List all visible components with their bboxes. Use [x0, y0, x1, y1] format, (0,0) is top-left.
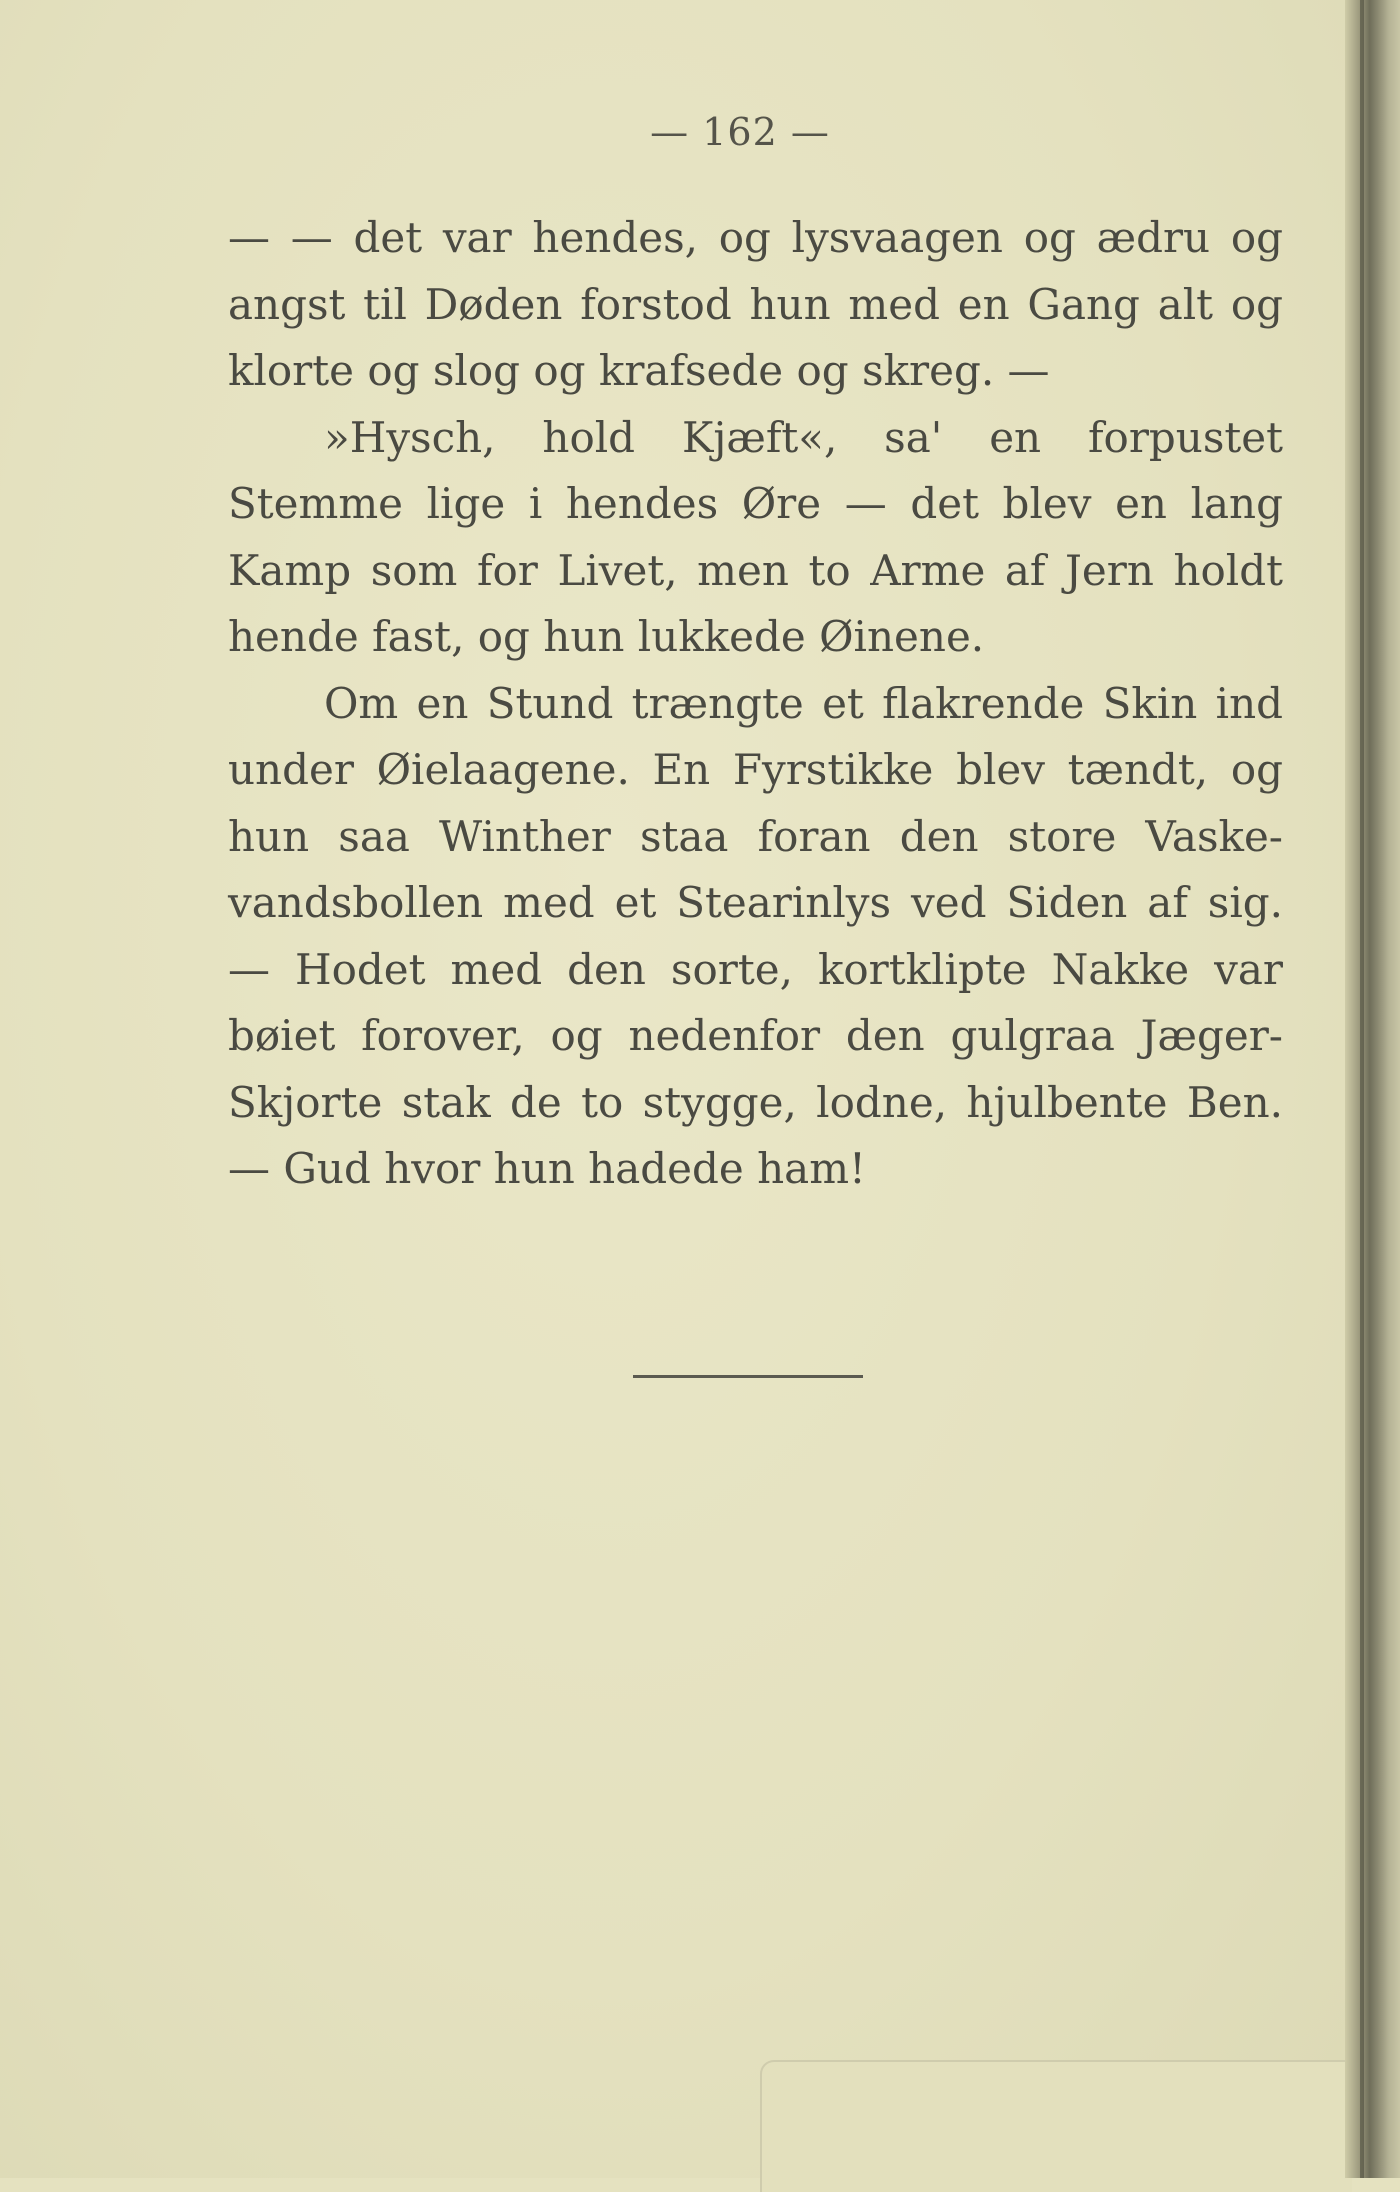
chapter-end-rule	[633, 1375, 863, 1378]
paragraph-3: Om en Stund trængte et flakrende Skin ind under Øielaagene. En Fyrstikke blev tændt, og hun saa Winther staa foran den store Vaske-vandsbollen med et Stearinlys ved Siden af sig. — Hodet med den sorte, kortklipte Nakke var bøiet forover, og nedenfor den gulgraa Jæger-Skjorte stak de to stygge, lodne, hjulbente Ben. — Gud hvor hun hadede ham!	[228, 678, 1283, 1193]
book-spine-edge	[1360, 0, 1364, 2178]
paragraph-1: — — det var hendes, og lysvaagen og ædru og angst til Døden forstod hun med en Gang alt og klorte og slog og krafsede og skreg. —	[228, 213, 1283, 395]
body-text	[228, 205, 1283, 1203]
page-number: — 162 —	[650, 110, 830, 154]
book-spine-shadow	[1345, 0, 1400, 2178]
paragraph-2: »Hysch, hold Kjæft«, sa' en forpustet Stemme lige i hendes Øre — det blev en lang Kamp som for Livet, men to Arme af Jern holdt hende fast, og hun lukkede Øinene.	[228, 412, 1283, 661]
library-label-outline	[760, 2060, 1352, 2192]
